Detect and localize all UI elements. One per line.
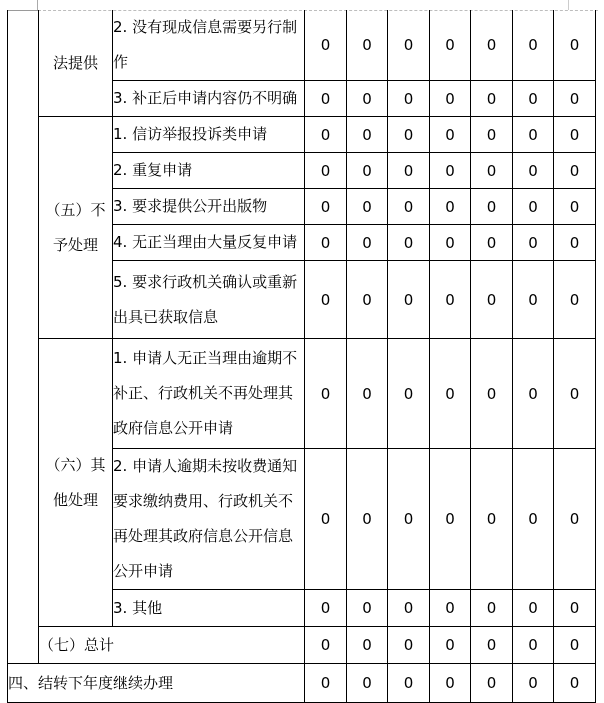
value-cell: 0 [305,590,347,627]
value-cell: 0 [471,627,513,664]
value-cell: 0 [347,117,388,153]
value-cell: 0 [305,189,347,225]
value-cell: 0 [305,449,347,590]
value-cell: 0 [347,81,388,117]
value-cell: 0 [471,339,513,449]
value-cell: 0 [430,10,471,81]
value-cell: 0 [554,590,596,627]
value-cell: 0 [347,225,388,261]
value-cell: 0 [430,627,471,664]
value-cell: 0 [388,225,430,261]
value-cell: 0 [347,261,388,339]
value-cell: 0 [388,590,430,627]
group-label-qitachuli: （六）其他处理 [39,339,113,627]
info-disclosure-statistics-table [7,10,596,703]
value-cell: 0 [388,449,430,590]
value-cell: 0 [430,81,471,117]
value-cell: 0 [430,225,471,261]
value-cell: 0 [513,261,554,339]
table-row [8,339,596,449]
value-cell: 0 [305,225,347,261]
value-cell: 0 [347,449,388,590]
value-cell: 0 [513,664,554,703]
value-cell: 0 [554,664,596,703]
value-cell: 0 [513,339,554,449]
value-cell: 0 [554,449,596,590]
group-label-buyuchuli: （五）不予处理 [39,117,113,339]
value-cell: 0 [471,664,513,703]
value-cell: 0 [471,590,513,627]
value-cell: 0 [430,153,471,189]
row-label-carryover: 四、结转下年度继续办理 [8,664,305,703]
value-cell: 0 [388,81,430,117]
value-cell: 0 [471,81,513,117]
row-label: 4. 无正当理由大量反复申请 [113,225,305,261]
value-cell: 0 [305,627,347,664]
value-cell: 0 [388,627,430,664]
value-cell: 0 [388,117,430,153]
table-continuation-tick-right [568,0,569,10]
row-label-total: （七）总计 [39,627,305,664]
value-cell: 0 [347,10,388,81]
value-cell: 0 [305,153,347,189]
table-row [8,627,596,664]
row-label: 3. 其他 [113,590,305,627]
row-label: 1. 申请人无正当理由逾期不补正、行政机关不再处理其政府信息公开申请 [113,339,305,449]
value-cell: 0 [305,81,347,117]
value-cell: 0 [347,339,388,449]
group-label-wufatigong: 法提供 [39,10,113,117]
value-cell: 0 [554,81,596,117]
value-cell: 0 [471,225,513,261]
value-cell: 0 [430,261,471,339]
value-cell: 0 [513,81,554,117]
value-cell: 0 [305,261,347,339]
row-label: 2. 重复申请 [113,153,305,189]
value-cell: 0 [554,10,596,81]
table-continuation-tick-left [37,0,38,10]
value-cell: 0 [513,225,554,261]
value-cell: 0 [388,664,430,703]
value-cell: 0 [554,225,596,261]
value-cell: 0 [305,117,347,153]
row-label: 2. 没有现成信息需要另行制作 [113,10,305,81]
value-cell: 0 [347,627,388,664]
row-label: 5. 要求行政机关确认或重新出具已获取信息 [113,261,305,339]
value-cell: 0 [305,10,347,81]
value-cell: 0 [554,339,596,449]
value-cell: 0 [513,10,554,81]
value-cell: 0 [513,189,554,225]
value-cell: 0 [347,664,388,703]
value-cell: 0 [388,153,430,189]
value-cell: 0 [430,664,471,703]
row-label: 1. 信访举报投诉类申请 [113,117,305,153]
value-cell: 0 [347,590,388,627]
value-cell: 0 [347,189,388,225]
value-cell: 0 [513,590,554,627]
row-label: 3. 补正后申请内容仍不明确 [113,81,305,117]
table-row [8,117,596,153]
value-cell: 0 [430,449,471,590]
row-label: 2. 申请人逾期未按收费通知要求缴纳费用、行政机关不再处理其政府信息公开信息公开申请 [113,449,305,590]
value-cell: 0 [430,339,471,449]
value-cell: 0 [388,189,430,225]
value-cell: 0 [554,189,596,225]
value-cell: 0 [471,153,513,189]
value-cell: 0 [471,189,513,225]
value-cell: 0 [430,189,471,225]
table-row [8,664,596,703]
value-cell: 0 [347,153,388,189]
section-left-spacer-cell [8,10,39,664]
value-cell: 0 [305,664,347,703]
value-cell: 0 [471,261,513,339]
value-cell: 0 [513,153,554,189]
value-cell: 0 [513,449,554,590]
table-row [8,10,596,81]
value-cell: 0 [513,117,554,153]
value-cell: 0 [471,117,513,153]
value-cell: 0 [554,627,596,664]
value-cell: 0 [305,339,347,449]
value-cell: 0 [554,153,596,189]
value-cell: 0 [388,261,430,339]
value-cell: 0 [430,590,471,627]
value-cell: 0 [471,449,513,590]
value-cell: 0 [554,261,596,339]
value-cell: 0 [513,627,554,664]
value-cell: 0 [430,117,471,153]
value-cell: 0 [388,339,430,449]
value-cell: 0 [388,10,430,81]
value-cell: 0 [554,117,596,153]
row-label: 3. 要求提供公开出版物 [113,189,305,225]
value-cell: 0 [471,10,513,81]
